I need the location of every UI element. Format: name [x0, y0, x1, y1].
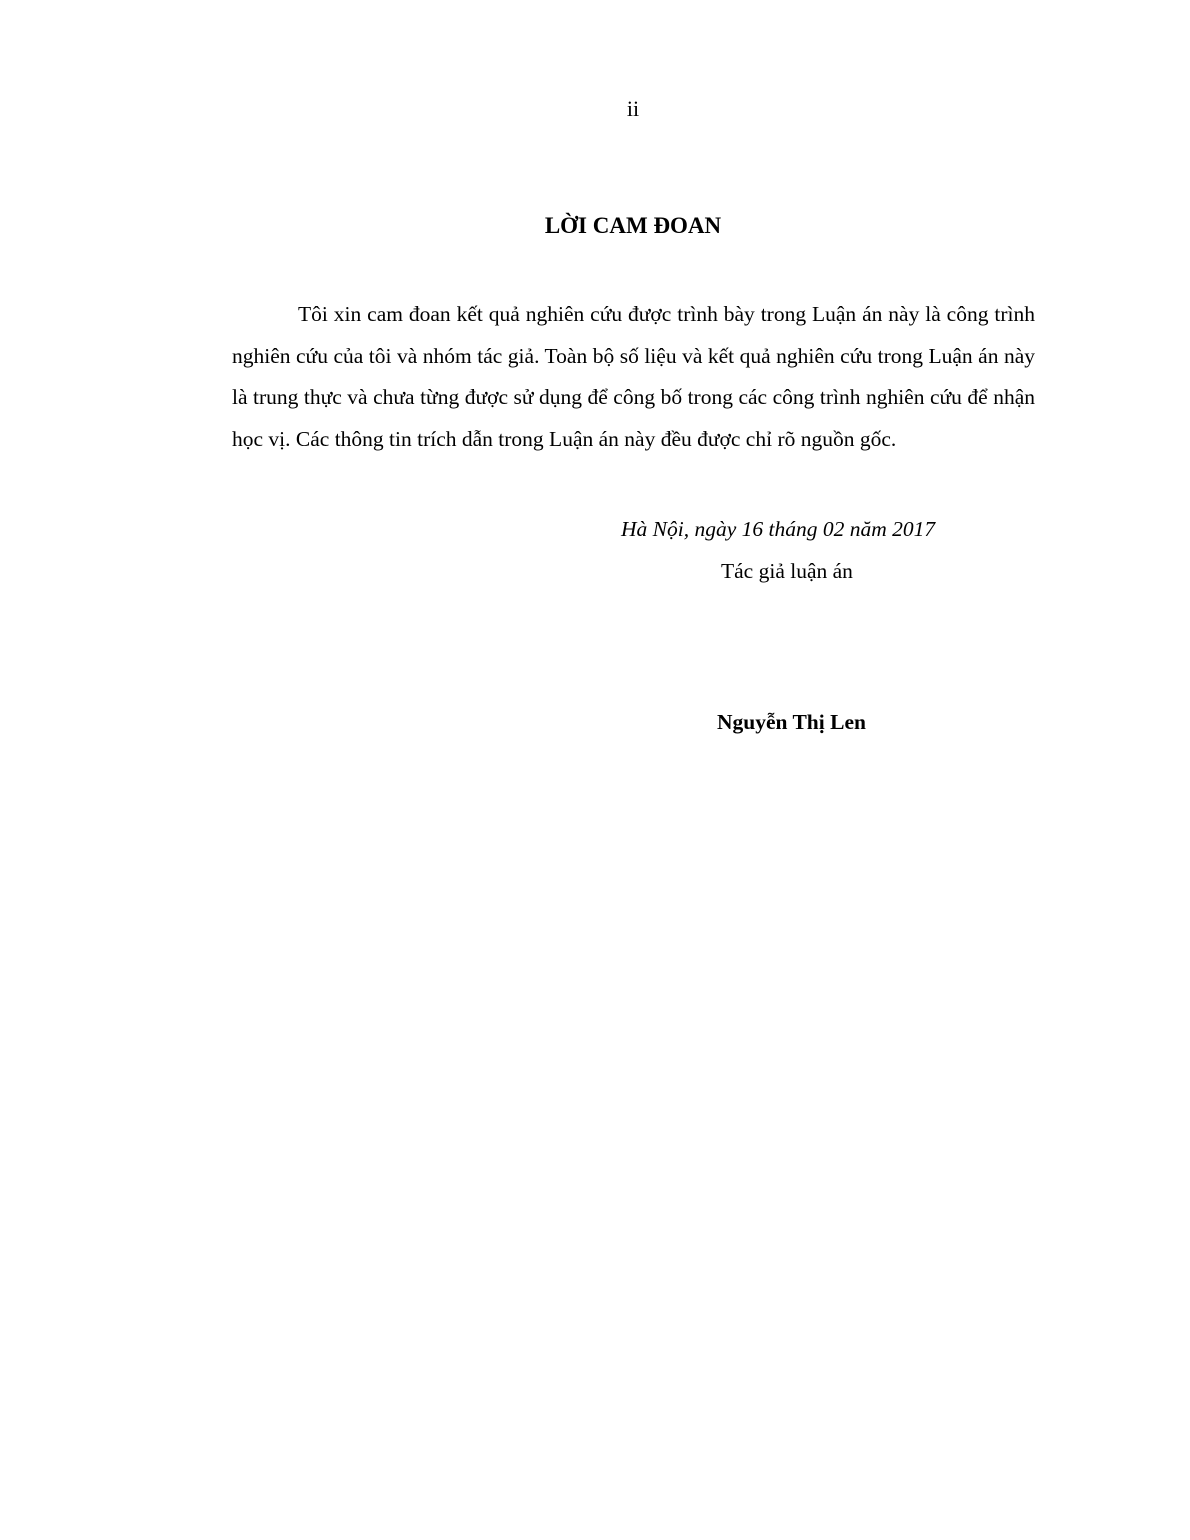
page-number: ii [626, 96, 640, 121]
author-name: Nguyễn Thị Len [717, 710, 866, 734]
page-title: LỜI CAM ĐOAN [544, 213, 722, 238]
author-label: Tác giả luận án [721, 559, 853, 583]
place-date-line: Hà Nội, ngày 16 tháng 02 năm 2017 [621, 517, 936, 541]
declaration-paragraph: Tôi xin cam đoan kết quả nghiên cứu được trình bày trong Luận án này là công trình nghiên cứu của tôi và nhóm tác giả. Toàn bộ số liệu và kết quả nghiên cứu trong Luận án này là trung thực và chưa từng được sử dụng để công bố trong các công trình nghiên cứu để nhận học vị. Các thông tin trích dẫn trong Luận án này đều được chỉ rõ nguồn gốc. [232, 302, 1035, 451]
